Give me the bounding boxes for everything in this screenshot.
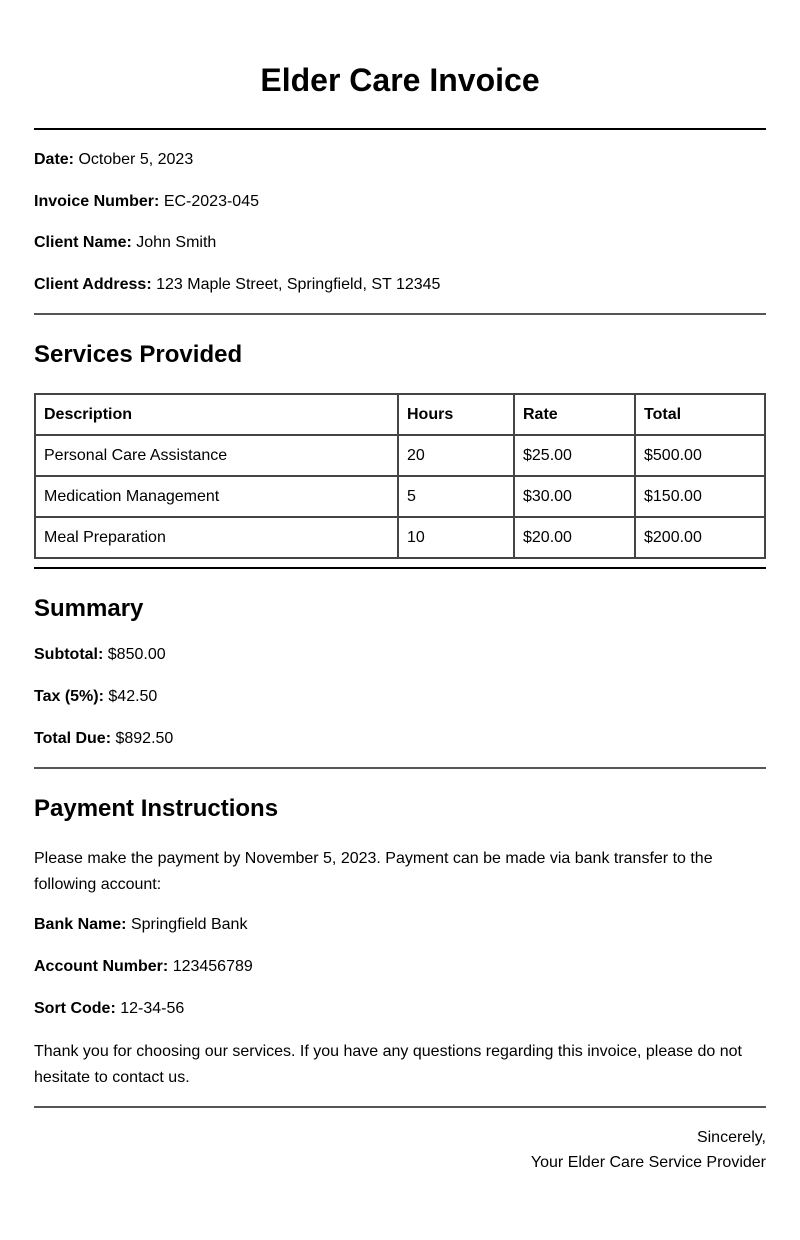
summary-subtotal <box>34 645 766 665</box>
summary-label: Subtotal: <box>34 646 104 663</box>
payment-label: Sort Code: <box>34 1000 116 1017</box>
services-heading: Services Provided <box>34 341 243 368</box>
invoice-page <box>34 0 766 1175</box>
payment-label: Bank Name: <box>34 916 127 933</box>
detail-client-name <box>34 233 766 253</box>
table-cell-total: $200.00 <box>635 517 765 558</box>
payment-sort-code <box>34 999 766 1019</box>
payment-label: Account Number: <box>34 958 169 975</box>
payment-account-number <box>34 957 766 977</box>
table-cell-rate: $25.00 <box>514 435 635 476</box>
payment-value: 123456789 <box>172 958 253 975</box>
invoice-details <box>34 150 766 295</box>
detail-date <box>34 150 766 170</box>
table-header-row <box>35 394 765 435</box>
section-divider <box>34 313 766 315</box>
section-divider <box>34 1106 766 1108</box>
page-title: Elder Care Invoice <box>260 62 540 98</box>
payment-intro: Please make the payment by November 5, 2023. Payment can be made via bank transfer to the following account: <box>34 850 713 893</box>
detail-label: Invoice Number: <box>34 193 160 210</box>
payment-bank-name <box>34 915 766 935</box>
detail-client-address <box>34 275 766 295</box>
table-cell-total: $500.00 <box>635 435 765 476</box>
services-table <box>34 393 766 559</box>
summary-value: $892.50 <box>115 730 174 747</box>
thank-you-note: Thank you for choosing our services. If you have any questions regarding this invoice, please do not hesitate to contact us. <box>34 1043 742 1086</box>
table-cell-hours: 5 <box>398 476 514 517</box>
detail-label: Client Address: <box>34 276 152 293</box>
table-cell-rate: $30.00 <box>514 476 635 517</box>
signoff-line-provider: Your Elder Care Service Provider <box>530 1154 766 1171</box>
summary-total-due <box>34 729 766 749</box>
table-cell-description: Personal Care Assistance <box>35 435 398 476</box>
summary-list <box>34 645 766 749</box>
table-row <box>35 517 765 558</box>
title-divider <box>34 128 766 130</box>
table-row <box>35 476 765 517</box>
payment-details <box>34 915 766 1019</box>
summary-tax <box>34 687 766 707</box>
summary-value: $42.50 <box>108 688 158 705</box>
table-cell-rate: $20.00 <box>514 517 635 558</box>
payment-heading: Payment Instructions <box>34 795 279 822</box>
signoff <box>34 1125 766 1175</box>
section-divider <box>34 567 766 569</box>
detail-value: EC-2023-045 <box>163 193 259 210</box>
table-cell-description: Medication Management <box>35 476 398 517</box>
summary-heading: Summary <box>34 595 144 622</box>
summary-label: Total Due: <box>34 730 112 747</box>
detail-value: John Smith <box>136 234 217 251</box>
detail-value: 123 Maple Street, Springfield, ST 12345 <box>156 276 441 293</box>
detail-value: October 5, 2023 <box>78 151 194 168</box>
detail-invoice-number <box>34 192 766 212</box>
payment-value: 12-34-56 <box>120 1000 185 1017</box>
column-header-rate: Rate <box>514 394 635 435</box>
summary-label: Tax (5%): <box>34 688 104 705</box>
table-row <box>35 435 765 476</box>
section-divider <box>34 767 766 769</box>
column-header-description: Description <box>35 394 398 435</box>
column-header-total: Total <box>635 394 765 435</box>
summary-value: $850.00 <box>107 646 166 663</box>
detail-label: Client Name: <box>34 234 132 251</box>
table-cell-total: $150.00 <box>635 476 765 517</box>
detail-label: Date: <box>34 151 75 168</box>
table-cell-hours: 10 <box>398 517 514 558</box>
signoff-line-sincerely: Sincerely, <box>696 1129 766 1146</box>
table-cell-hours: 20 <box>398 435 514 476</box>
table-cell-description: Meal Preparation <box>35 517 398 558</box>
column-header-hours: Hours <box>398 394 514 435</box>
payment-value: Springfield Bank <box>130 916 248 933</box>
